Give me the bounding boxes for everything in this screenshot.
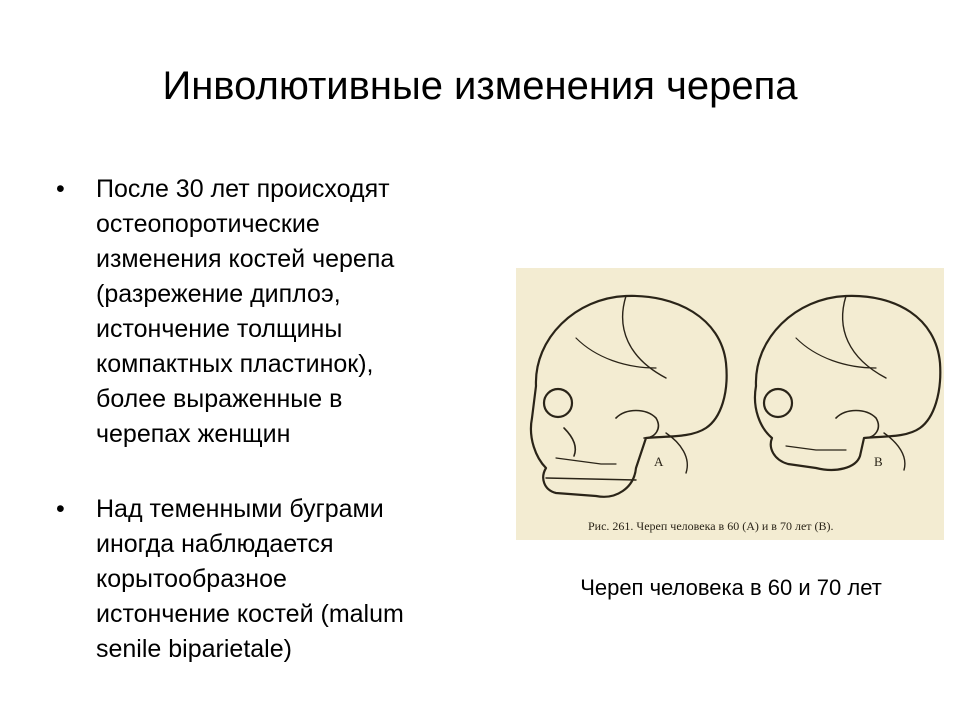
- bullet-line: После 30 лет происходят: [96, 175, 390, 203]
- bullet-icon: •: [56, 175, 65, 203]
- bullet-line: истончение костей (malum: [96, 600, 404, 628]
- figure-label: Череп человека в 60 и 70 лет: [580, 575, 882, 600]
- bullet-line: компактных пластинок),: [96, 350, 374, 378]
- bullet-line: senile biparietale): [96, 635, 292, 663]
- bullet-list: [56, 172, 506, 707]
- figure-caption: Рис. 261. Череп человека в 60 (A) и в 70 лет (B).: [588, 519, 834, 533]
- bullet-icon: •: [56, 495, 65, 523]
- bullet-line: более выраженные в: [96, 385, 343, 413]
- bullet-line: корытообразное: [96, 565, 287, 593]
- skull-b-drawing: [755, 296, 940, 470]
- bullet-line: иногда наблюдается: [96, 530, 334, 558]
- figure-label-b: В: [874, 454, 883, 469]
- bullet-item: [56, 492, 506, 667]
- slide-title: Инволютивные изменения черепа: [162, 64, 798, 108]
- bullet-line: изменения костей черепа: [96, 245, 395, 273]
- bullet-item: [56, 172, 506, 452]
- bullet-line: истончение толщины: [96, 315, 343, 343]
- figure-label-a: А: [654, 454, 664, 469]
- skull-a-drawing: [531, 296, 727, 497]
- bullet-line: Над теменными буграми: [96, 495, 384, 523]
- bullet-line: черепах женщин: [96, 420, 291, 448]
- bullet-line: (разрежение диплоэ,: [96, 280, 341, 308]
- skull-illustration: [516, 268, 944, 540]
- bullet-line: остеопоротические: [96, 210, 320, 238]
